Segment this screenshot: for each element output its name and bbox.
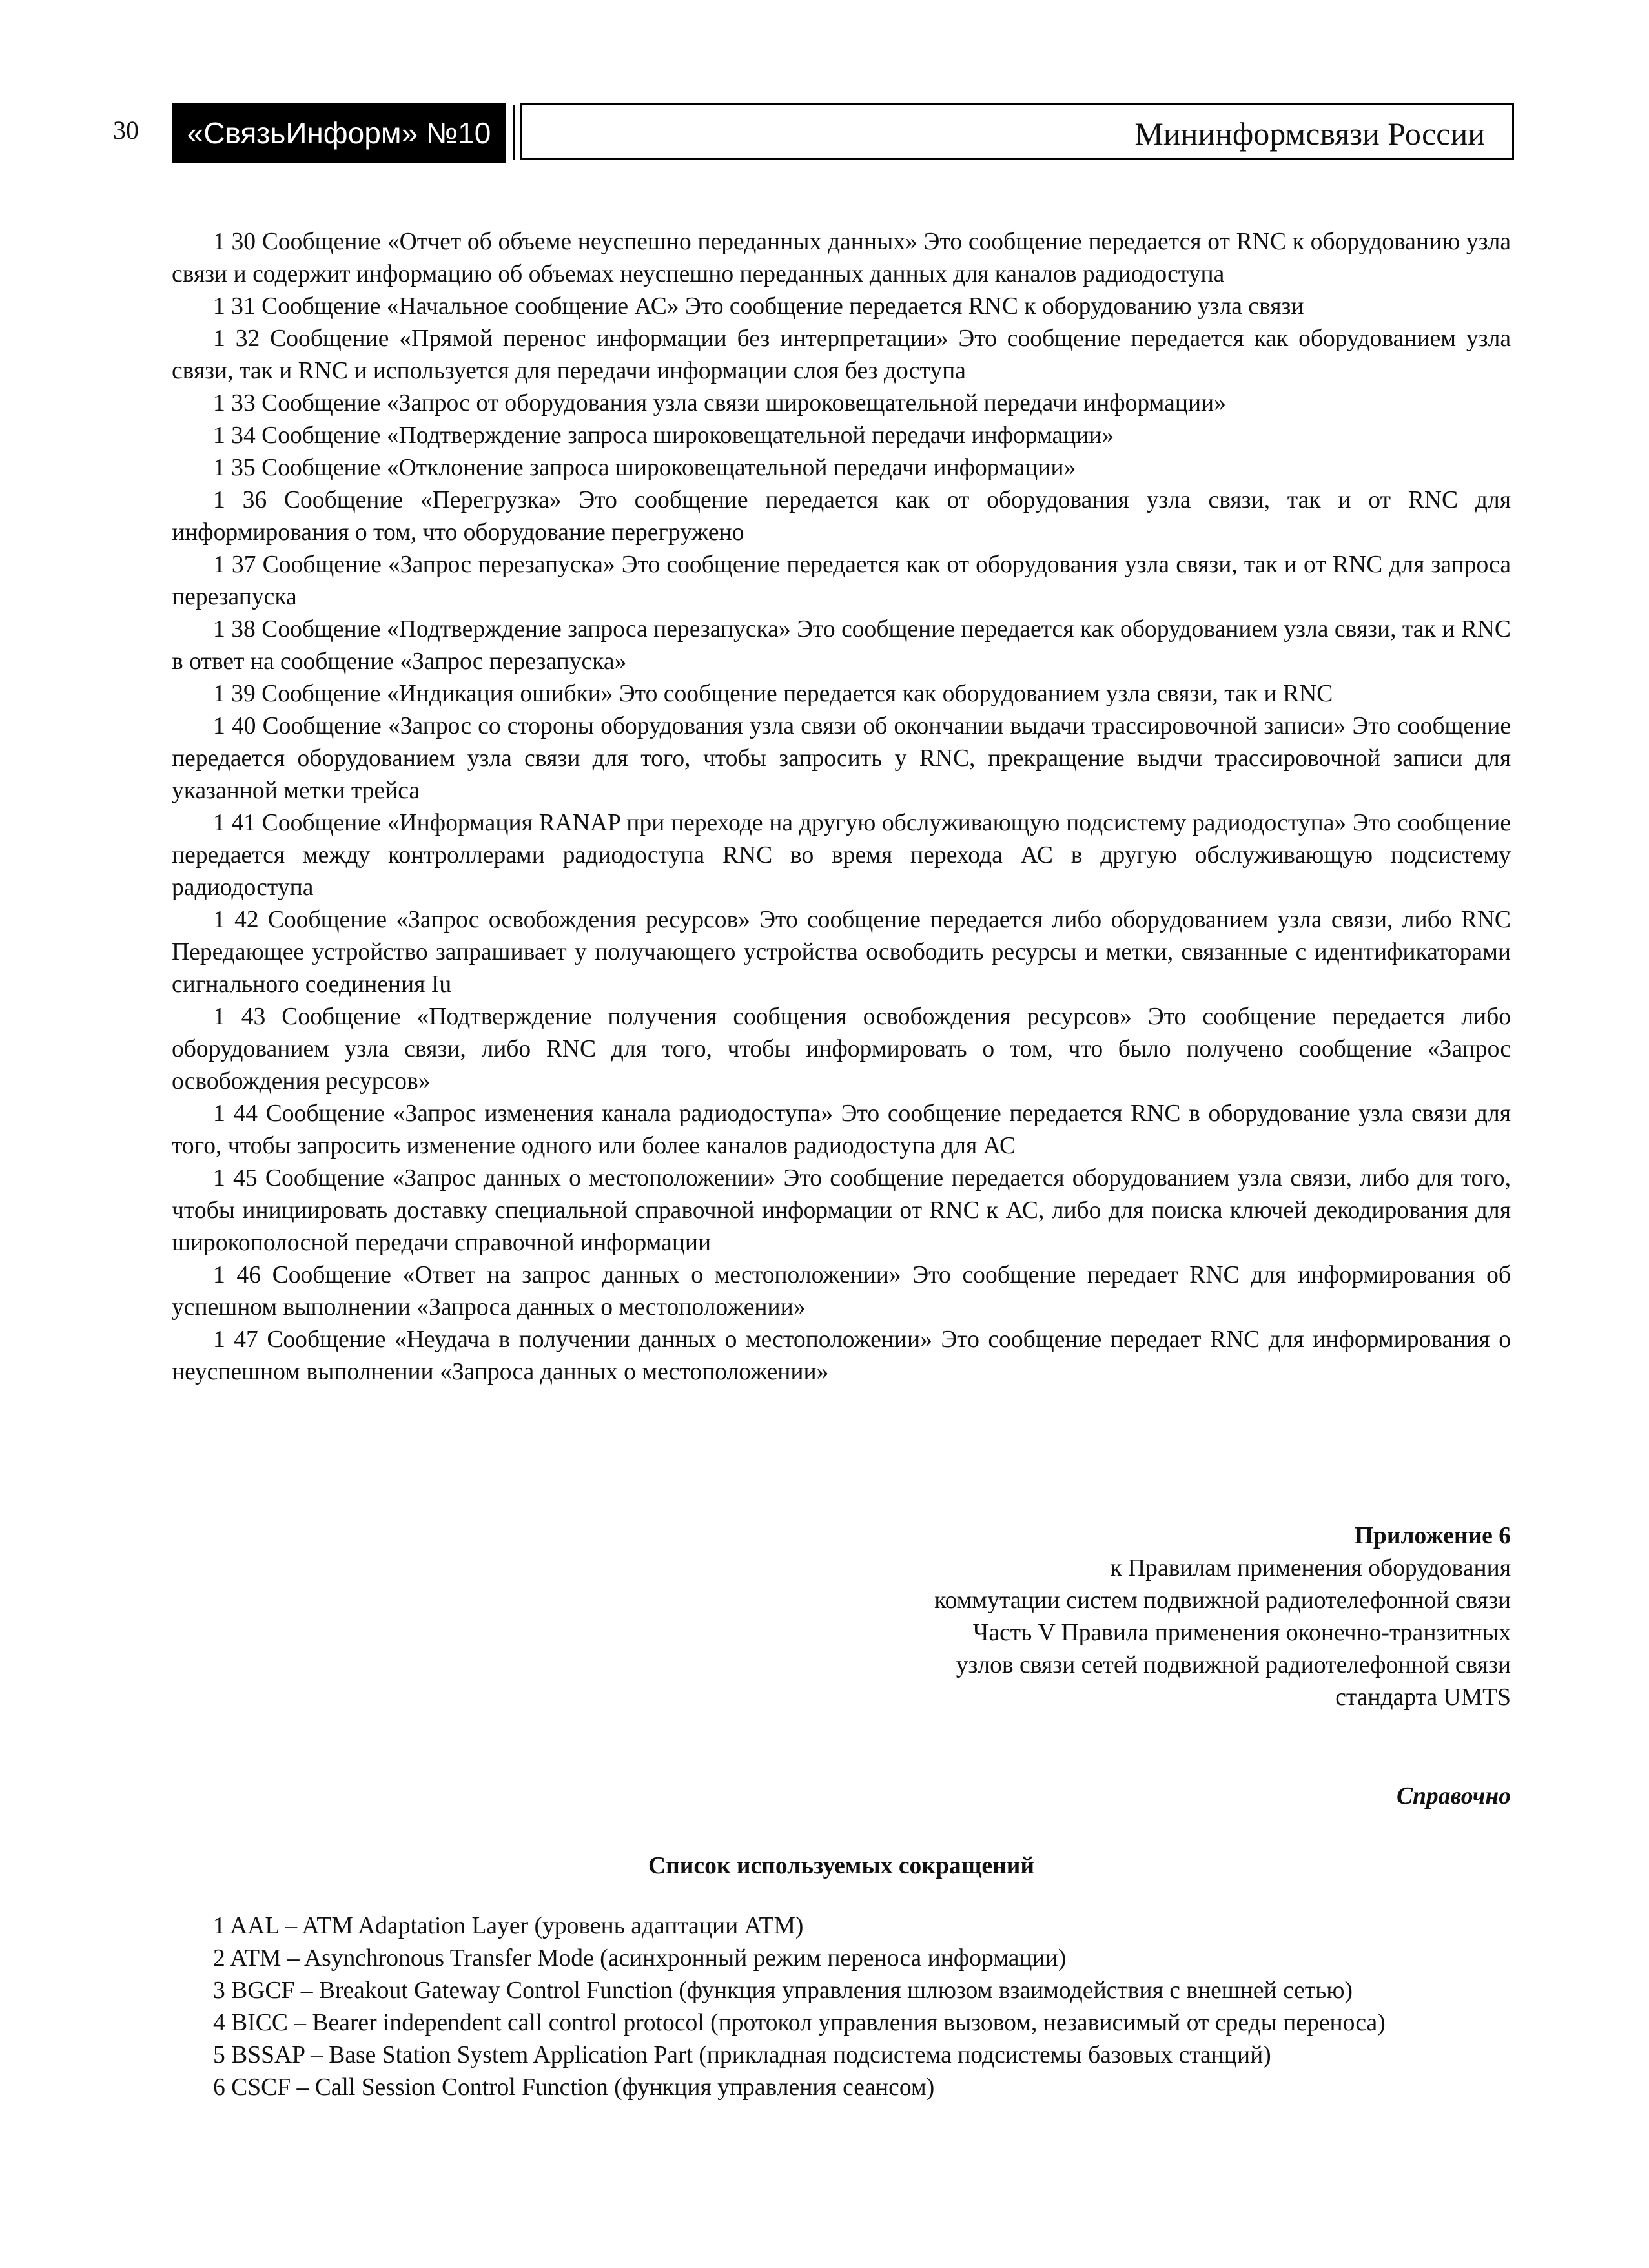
appendix-line: Часть V Правила применения оконечно-транзитных bbox=[972, 1620, 1511, 1646]
list-item: 3 BGCF – Breakout Gateway Control Function (функция управления шлюзом взаимодействия с внешней сетью) bbox=[213, 1977, 1353, 2004]
paragraph: 1 44 Сообщение «Запрос изменения канала радиодоступа» Это сообщение передается RNC в оборудование узла связи для того, чтобы запросить изменение одного или более каналов радиодоступа для АС bbox=[172, 1100, 1511, 1159]
paragraph: 1 33 Сообщение «Запрос от оборудования узла связи широковещательной передачи информации» bbox=[213, 390, 1226, 417]
journal-title: «СвязьИнформ» №10 bbox=[172, 103, 506, 163]
paragraph: 1 34 Сообщение «Подтверждение запроса широковещательной передачи информации» bbox=[213, 422, 1114, 449]
page-number: 30 bbox=[113, 116, 139, 145]
reference-note: Справочно bbox=[1396, 1783, 1511, 1809]
paragraph: 1 43 Сообщение «Подтверждение получения сообщения освобождения ресурсов» Это сообщение передается либо оборудованием узла связи, либо RNC для того, чтобы информировать о том, что было получено сообщение «Запрос освобождения ресурсов» bbox=[172, 1004, 1511, 1095]
appendix-line: коммутации систем подвижной радиотелефонной связи bbox=[934, 1587, 1511, 1614]
page-header bbox=[113, 103, 1514, 163]
paragraph: 1 45 Сообщение «Запрос данных о местоположении» Это сообщение передается оборудованием узла связи, либо для того, чтобы инициировать доставку специальной справочной информации от RNC к АС, либо для поиска ключей декодирования для широкополосной передачи справочной информации bbox=[172, 1165, 1511, 1256]
appendix-line: к Правилам применения оборудования bbox=[1110, 1555, 1511, 1582]
paragraph: 1 31 Сообщение «Начальное сообщение АС» Это сообщение передается RNC к оборудованию узла связи bbox=[213, 293, 1304, 320]
paragraph: 1 42 Сообщение «Запрос освобождения ресурсов» Это сообщение передается либо оборудованием узла связи, либо RNC Передающее устройство запрашивает у получающего устройства освободить ресурсы и метки, связанные с идентификаторами сигнального соединения Iu bbox=[172, 907, 1511, 998]
paragraph: 1 41 Сообщение «Информация RANAP при переходе на другую обслуживающую подсистему радиодоступа» Это сообщение передается между контроллерами радиодоступа RNC во время перехода АС в другую обслуживающую подсистему радиодоступа bbox=[172, 810, 1511, 901]
paragraph: 1 37 Сообщение «Запрос перезапуска» Это сообщение передается как от оборудования узла связи, так и от RNC для запроса перезапуска bbox=[172, 552, 1511, 610]
abbreviations-title: Список используемых сокращений bbox=[648, 1853, 1035, 1879]
paragraph: 1 47 Сообщение «Неудача в получении данных о местоположении» Это сообщение передает RNC для информирования о неуспешном выполнении «Запроса данных о местоположении» bbox=[172, 1326, 1511, 1385]
abbreviations-list bbox=[172, 1910, 1511, 2104]
list-item: 6 CSCF – Call Session Control Function (функция управления сеансом) bbox=[213, 2074, 935, 2101]
paragraph: 1 32 Сообщение «Прямой перенос информации без интерпретации» Это сообщение передается как оборудованием узла связи, так и RNC и используется для передачи информации слоя без доступа bbox=[172, 325, 1511, 384]
paragraph: 1 38 Сообщение «Подтверждение запроса перезапуска» Это сообщение передается как оборудованием узла связи, так и RNC в ответ на сообщение «Запрос перезапуска» bbox=[172, 616, 1511, 675]
paragraph: 1 35 Сообщение «Отклонение запроса широковещательной передачи информации» bbox=[213, 455, 1076, 481]
appendix-line: стандарта UMTS bbox=[1335, 1684, 1511, 1711]
paragraph: 1 46 Сообщение «Ответ на запрос данных о местоположении» Это сообщение передает RNC для информирования об успешном выполнении «Запроса данных о местоположении» bbox=[172, 1262, 1511, 1321]
list-item: 2 ATM – Asynchronous Transfer Mode (асинхронный режим переноса информации) bbox=[213, 1945, 1067, 1972]
appendix-line: узлов связи сетей подвижной радиотелефонной связи bbox=[956, 1652, 1511, 1678]
body-text bbox=[172, 226, 1511, 1388]
paragraph: 1 36 Сообщение «Перегрузка» Это сообщение передается как от оборудования узла связи, так и от RNC для информирования о том, что оборудование перегружено bbox=[172, 487, 1511, 546]
appendix-block bbox=[710, 1520, 1511, 1714]
paragraph: 1 39 Сообщение «Индикация ошибки» Это сообщение передается как оборудованием узла связи, так и RNC bbox=[213, 681, 1333, 707]
list-item: 4 BICC – Bearer independent call control protocol (протокол управления вызовом, независимый от среды переноса) bbox=[213, 2010, 1386, 2036]
list-item: 1 AAL – ATM Adaptation Layer (уровень адаптации ATM) bbox=[213, 1913, 804, 1939]
paragraph: 1 30 Сообщение «Отчет об объеме неуспешно переданных данных» Это сообщение передается от RNC к оборудованию узла связи и содержит информацию об объемах неуспешно переданных данных для каналов радиодоступа bbox=[172, 229, 1511, 287]
appendix-title: Приложение 6 bbox=[1354, 1523, 1511, 1549]
paragraph: 1 40 Сообщение «Запрос со стороны оборудования узла связи об окончании выдачи трассировочной записи» Это сообщение передается оборудованием узла связи для того, чтобы запросить у RNC, прекращение выдчи трассировочной записи для указанной метки трейса bbox=[172, 713, 1511, 804]
list-item: 5 BSSAP – Base Station System Application Part (прикладная подсистема подсистемы базовых станций) bbox=[213, 2042, 1271, 2068]
ministry-title: Мининформсвязи России bbox=[520, 103, 1514, 160]
